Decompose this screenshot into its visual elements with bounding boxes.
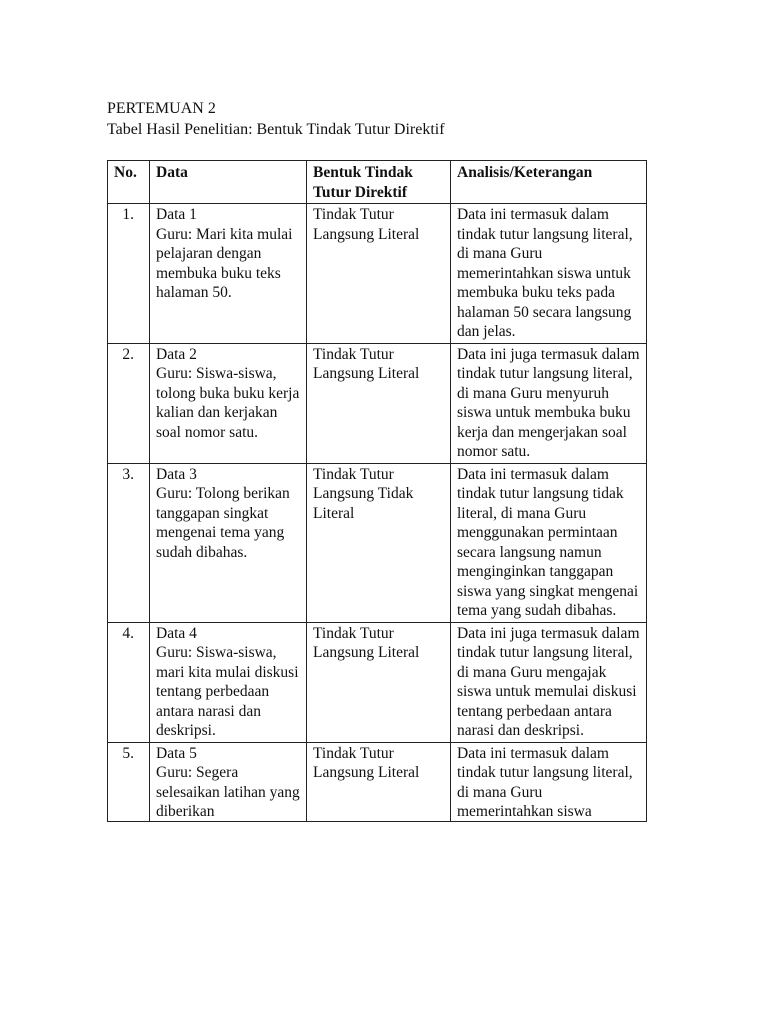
column-header-data: Data [150,161,307,204]
speech-act-form: Tindak Tutur Langsung Tidak Literal [307,463,451,622]
table-row [108,742,647,821]
document-header [107,98,445,140]
table-row [108,622,647,742]
speech-act-form: Tindak Tutur Langsung Literal [307,343,451,463]
speech-act-form: Tindak Tutur Langsung Literal [307,622,451,742]
data-quote: Guru: Siswa-siswa, tolong buka buku kerja kalian dan kerjakan soal nomor satu. [156,365,300,441]
data-cell [150,343,307,463]
document-heading: PERTEMUAN 2 [107,100,216,117]
data-cell [150,742,307,821]
data-cell [150,463,307,622]
data-quote: Guru: Segera selesaikan latihan yang diberikan [156,764,300,820]
speech-act-form: Tindak Tutur Langsung Literal [313,744,420,781]
data-cell [150,204,307,344]
speech-act-form: Tindak Tutur Langsung Literal [307,204,451,344]
analysis-text: Data ini juga termasuk dalam tindak tutur langsung literal, di mana Guru menyuruh siswa untuk membuka buku kerja dan mengerjakan soal nomor satu. [451,343,647,463]
column-header-form: Bentuk Tindak Tutur Direktif [307,161,451,204]
row-number: 3. [108,463,150,622]
document-subheading: Tabel Hasil Penelitian: Bentuk Tindak Tutur Direktif [107,121,445,138]
data-quote: Guru: Mari kita mulai pelajaran dengan membuka buku teks halaman 50. [156,225,293,301]
table-header-row [108,161,647,204]
row-number: 1. [108,204,150,344]
data-title: Data 5 [156,744,197,762]
data-quote: Guru: Tolong berikan tanggapan singkat mengenai tema yang sudah dibahas. [156,485,290,561]
analysis-text: Data ini termasuk dalam tindak tutur langsung literal, di mana Guru memerintahkan siswa [457,744,633,820]
row-number: 4. [108,622,150,742]
speech-act-form-cell [307,742,451,821]
table-row [108,204,647,344]
analysis-text: Data ini termasuk dalam tindak tutur langsung literal, di mana Guru memerintahkan siswa untuk membuka buku teks pada halaman 50 secara langsung dan jelas. [451,204,647,344]
table-row [108,343,647,463]
results-table [107,160,647,822]
data-title: Data 1 [156,206,197,223]
data-title: Data 4 [156,624,197,642]
analysis-cell [451,742,647,821]
analysis-text: Data ini juga termasuk dalam tindak tutur langsung literal, di mana Guru mengajak siswa untuk memulai diskusi tentang perbedaan antara narasi dan deskripsi. [451,622,647,742]
data-title: Data 3 [156,465,197,483]
data-quote: Guru: Siswa-siswa, mari kita mulai diskusi tentang perbedaan antara narasi dan deskripsi. [156,644,299,739]
row-number: 5. [108,742,150,821]
data-title: Data 2 [156,345,197,363]
data-cell-content [156,744,301,820]
data-cell [150,622,307,742]
analysis-text: Data ini termasuk dalam tindak tutur langsung tidak literal, di mana Guru menggunakan permintaan secara langsung namun menginginkan tanggapan siswa yang singkat mengenai tema yang sudah dibahas. [451,463,647,622]
column-header-no: No. [108,161,150,204]
row-number: 2. [108,343,150,463]
table-row [108,463,647,622]
column-header-analysis: Analisis/Keterangan [451,161,647,204]
